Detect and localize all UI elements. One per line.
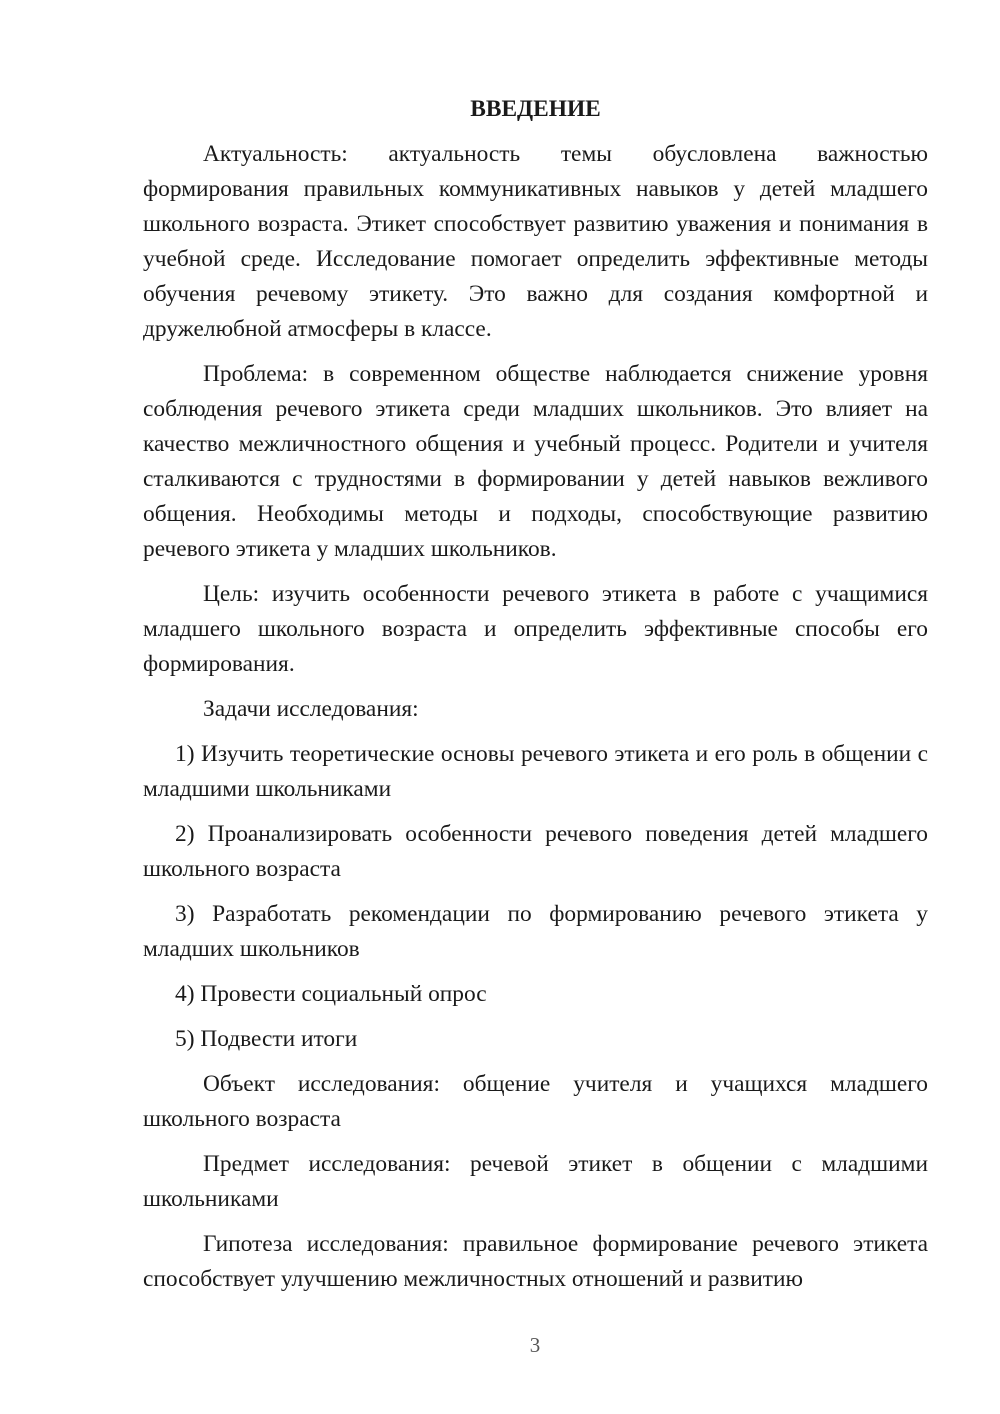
subject-paragraph: Предмет исследования: речевой этикет в общении с младшими школьниками <box>143 1151 928 1212</box>
problem-paragraph: Проблема: в современном обществе наблюдается снижение уровня соблюдения речевого этикета среди младших школьников. Это влияет на качество межличностного общения и учебный процесс. Родители и учителя сталкиваются с трудностями в формировании у детей навыков вежливого общения. Необходимы методы и подходы, способствующие развитию речевого этикета у младших школьников. <box>143 361 928 562</box>
task-item-3: 3) Разработать рекомендации по формированию речевого этикета у младших школьников <box>143 901 928 962</box>
tasks-heading: Задачи исследования: <box>203 696 419 722</box>
document-page <box>143 92 928 1307</box>
relevance-paragraph: Актуальность: актуальность темы обусловлена важностью формирования правильных коммуникативных навыков у детей младшего школьного возраста. Этикет способствует развитию уважения и понимания в учебной среде. Исследование помогает определить эффективные методы обучения речевому этикету. Это важно для создания комфортной и дружелюбной атмосферы в классе. <box>143 141 928 342</box>
section-title: ВВЕДЕНИЕ <box>470 96 601 122</box>
task-item-1: 1) Изучить теоретические основы речевого этикета и его роль в общении с младшими школьниками <box>143 741 928 802</box>
task-item-2: 2) Проанализировать особенности речевого поведения детей младшего школьного возраста <box>143 821 928 882</box>
goal-paragraph: Цель: изучить особенности речевого этикета в работе с учащимися младшего школьного возраста и определить эффективные способы его формирования. <box>143 581 928 677</box>
object-paragraph: Объект исследования: общение учителя и учащихся младшего школьного возраста <box>143 1071 928 1132</box>
task-item-4: 4) Провести социальный опрос <box>175 981 487 1007</box>
page-number: 3 <box>529 1333 541 1357</box>
hypothesis-paragraph: Гипотеза исследования: правильное формирование речевого этикета способствует улучшению межличностных отношений и развитию <box>143 1231 928 1292</box>
task-item-5: 5) Подвести итоги <box>175 1026 358 1052</box>
